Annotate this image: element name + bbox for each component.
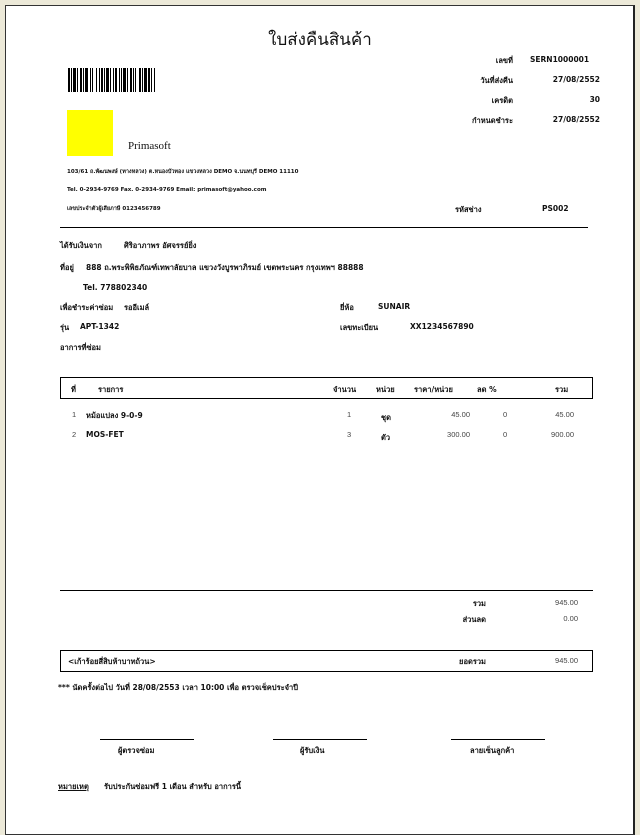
- col-unit: หน่วย: [376, 385, 395, 394]
- signature-inspector: ผู้ตรวจซ่อม: [118, 746, 155, 755]
- doc-number-value: SERN1000001: [530, 55, 590, 64]
- row-discount: 0: [503, 430, 508, 439]
- brand-value: SUNAIR: [378, 302, 411, 311]
- divider: [60, 227, 588, 228]
- row-qty: 3: [347, 430, 352, 439]
- row-price: 300.00: [447, 430, 470, 439]
- row-total: 900.00: [551, 430, 574, 439]
- row-item: MOS-FET: [86, 430, 124, 439]
- col-price: ราคา/หน่วย: [414, 385, 453, 394]
- credit-value: 30: [589, 95, 600, 104]
- company-tax-id: เลขประจำตัวผู้เสียภาษี 0123456789: [67, 206, 161, 212]
- row-price: 45.00: [451, 410, 470, 419]
- subtotal-label: รวม: [472, 599, 486, 608]
- table-header: [60, 377, 593, 399]
- brand-label: ยี่ห้อ: [340, 303, 354, 312]
- credit-label: เครดิต: [491, 96, 513, 105]
- note-text: รับประกันซ่อมฟรี 1 เดือน สำหรับ อาการนี้: [104, 782, 242, 791]
- document-title: ใบส่งคืนสินค้า: [268, 30, 372, 50]
- company-logo: [67, 110, 113, 156]
- signature-line: [100, 739, 194, 740]
- address-label: ที่อยู่: [60, 263, 74, 272]
- row-item: หม้อแปลง 9-0-9: [86, 411, 143, 420]
- row-discount: 0: [503, 410, 508, 419]
- purpose-label: เพื่อชำระค่าซ่อม: [60, 303, 114, 312]
- grand-total-label: ยอดรวม: [459, 657, 486, 666]
- received-from: ศิริอาภาพร อัศจรรย์ยิ่ง: [124, 241, 197, 250]
- received-from-label: ได้รับเงินจาก: [60, 241, 102, 250]
- doc-number-label: เลขที่: [495, 56, 513, 65]
- row-no: 2: [72, 430, 77, 439]
- model-value: APT-1342: [80, 322, 120, 331]
- col-qty: จำนวน: [333, 385, 357, 394]
- discount-label: ส่วนลด: [462, 615, 486, 624]
- customer-tel: Tel. 778802340: [83, 283, 148, 292]
- row-unit: ตัว: [381, 433, 391, 442]
- return-date-label: วันที่ส่งคืน: [480, 76, 513, 85]
- return-date-value: 27/08/2552: [552, 75, 600, 84]
- table-bottom-rule: [60, 590, 593, 591]
- technician-value: PS002: [542, 204, 569, 213]
- barcode: [68, 68, 228, 92]
- company-address: 103/61 ถ.พัฒนพงษ์ (ทางหลวง) ต.หนองบัวทอง แขวงหลวง DEMO จ.นนทบุรี DEMO 11110: [67, 169, 299, 175]
- grand-total-value: 945.00: [555, 656, 578, 665]
- col-discount: ลด %: [477, 385, 497, 394]
- purpose-value: รออีเมล์: [124, 303, 150, 312]
- subtotal-value: 945.00: [555, 598, 578, 607]
- col-no: ที่: [71, 385, 76, 394]
- row-qty: 1: [347, 410, 352, 419]
- due-date-value: 27/08/2552: [552, 115, 600, 124]
- row-total: 45.00: [555, 410, 574, 419]
- registration-value: XX1234567890: [410, 322, 474, 331]
- registration-label: เลขทะเบียน: [340, 323, 379, 332]
- model-label: รุ่น: [60, 323, 70, 332]
- row-unit: ชุด: [381, 413, 391, 422]
- col-item: รายการ: [98, 385, 124, 394]
- technician-label: รหัสช่าง: [455, 205, 482, 214]
- signature-line: [451, 739, 545, 740]
- row-no: 1: [72, 410, 77, 419]
- appointment-note: *** นัดครั้งต่อไป วันที่ 28/08/2553 เวลา 10:00 เพื่อ ตรวจเช็คประจำปี: [58, 683, 298, 692]
- amount-in-words: <เก้าร้อยสี่สิบห้าบาทถ้วน>: [68, 657, 156, 666]
- signature-cashier: ผู้รับเงิน: [300, 746, 325, 755]
- note-label: หมายเหตุ: [58, 782, 89, 791]
- company-name: Primasoft: [128, 140, 171, 152]
- signature-customer: ลายเซ็นลูกค้า: [470, 746, 515, 755]
- col-total: รวม: [555, 385, 569, 394]
- company-contact: Tel. 0-2934-9769 Fax. 0-2934-9769 Email: primasoft@yahoo.com: [67, 187, 267, 193]
- discount-value: 0.00: [563, 614, 578, 623]
- signature-line: [273, 739, 367, 740]
- symptom-label: อาการที่ซ่อม: [60, 343, 101, 352]
- customer-address: 888 ถ.พระพิพิธภัณฑ์เทพาลัยบาล แขวงวังบูรพาภิรมย์ เขตพระนคร กรุงเทพฯ 88888: [86, 263, 364, 272]
- due-date-label: กำหนดชำระ: [471, 116, 513, 125]
- barcode-bar: [155, 68, 158, 92]
